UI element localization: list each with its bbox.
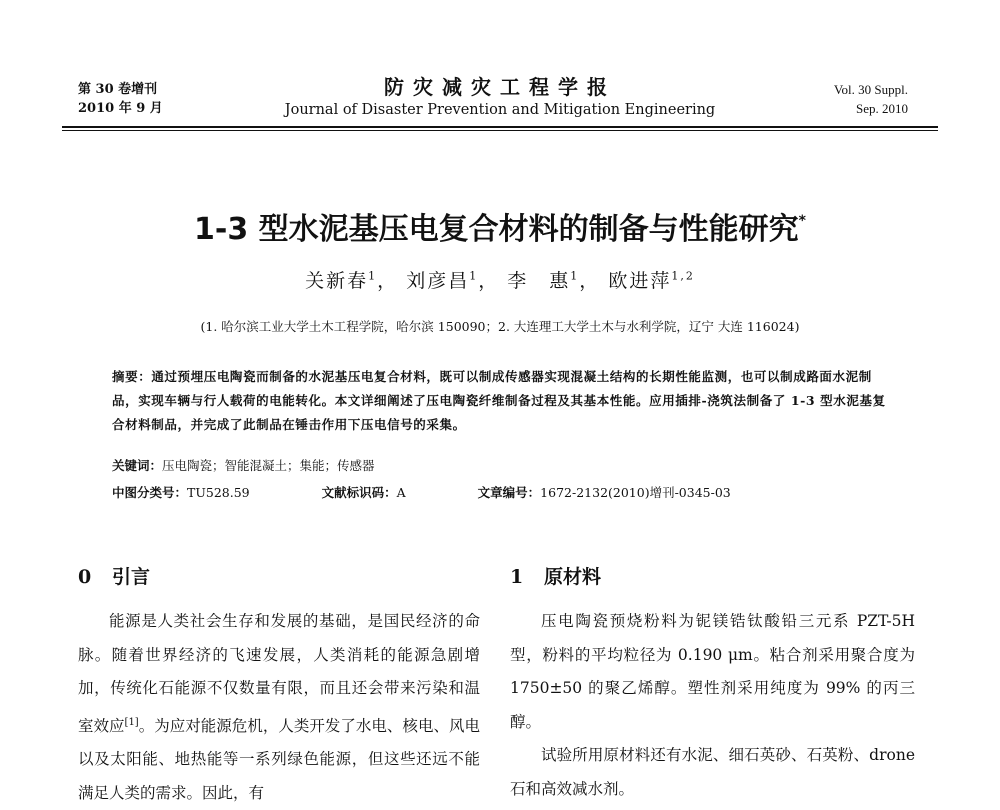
doccode-label: 文献标识码：: [321, 485, 397, 500]
paper-title-text: 1-3 型水泥基压电复合材料的制备与性能研究: [194, 212, 799, 247]
abstract-text: 通过预埋压电陶瓷而制备的水泥基压电复合材料，既可以制成传感器实现混凝土结构的长期性能监测，也可以制成路面水泥制品，实现车辆与行人载荷的电能转化。本文详细阐述了压电陶瓷纤维制备过程及其基本性能。应用插排-浇筑法制备了 1-3 型水泥基复合材料制品，并完成了此制品在锤击作用下压电信号的采集。: [112, 369, 886, 432]
article-no-value: 1672-2132(2010)增刊-0345-03: [540, 485, 731, 500]
affiliations: (1. 哈尔滨工业大学土木工程学院，哈尔滨 150090；2. 大连理工大学土木与水利学院，辽宁 大连 116024): [200, 319, 800, 334]
classification-line: [112, 483, 892, 501]
section-heading-materials: [510, 562, 601, 589]
section-title: 引言: [112, 566, 151, 588]
author-affiliation-mark: 1,2: [671, 269, 695, 283]
header-volume-cn: 第 30 卷增刊: [78, 82, 158, 97]
author-affiliation-mark: 1: [368, 269, 378, 283]
journal-title-cn: 防灾减灾工程学报: [384, 75, 616, 99]
header-date-cn: 2010 年 9 月: [78, 101, 163, 116]
intro-text-a: 能源是人类社会生存和发展的基础，是国民经济的命脉。随着世界经济的飞速发展，人类消耗的能源急剧增加，传统化石能源不仅数量有限，而且还会带来污染和温室效应: [78, 612, 480, 735]
section-number: 0: [78, 566, 92, 588]
author-list: 关新春$^1$， 刘彦昌$^1$， 李 惠$^1$， 欧进萍$^{1,2}$: [305, 269, 695, 292]
abstract-label: 摘要：: [112, 369, 152, 384]
keywords-text: 压电陶瓷；智能混凝土；集能；传感器: [162, 458, 375, 473]
header-volume-block: [78, 80, 163, 118]
author-affiliation-mark: 1: [469, 269, 479, 283]
intro-paragraph: [78, 605, 480, 810]
paper-title: [0, 204, 1000, 248]
header-volume-en-block: [834, 80, 908, 118]
title-footnote-mark: *: [798, 213, 806, 229]
header-rule-thick: [62, 126, 938, 128]
section-title: 原材料: [544, 566, 602, 588]
journal-title-en: Journal of Disaster Prevention and Mitigation Engineering: [284, 102, 716, 118]
keywords-label: 关键词：: [112, 458, 163, 473]
section-heading-intro: [78, 562, 150, 589]
keywords: [112, 456, 375, 474]
author-name: 刘彦昌: [406, 270, 470, 292]
clc-label: 中图分类号：: [112, 485, 188, 500]
citation: [1]: [124, 716, 139, 728]
abstract: [112, 365, 888, 437]
header-date-en: Sep. 2010: [856, 101, 908, 116]
intro-column: [78, 605, 480, 810]
author-name: 欧进萍: [608, 270, 672, 292]
materials-column: [510, 605, 915, 806]
header-journal-block: [250, 74, 750, 120]
doccode-value: A: [396, 485, 406, 500]
intro-text-b: 。为应对能源危机，人类开发了水电、核电、风电以及太阳能、地热能等一系列绿色能源，但这些还远不能满足人类的需求。因此，有: [78, 716, 480, 802]
author-affiliation-mark: 1: [570, 269, 580, 283]
materials-paragraph: 压电陶瓷预烧粉料为铌镁锆钛酸铅三元系 PZT-5H 型，粉料的平均粒径为 0.190 μm。粘合剂采用聚合度为 1750±50 的聚乙烯醇。塑性剂采用纯度为 99% 的丙三醇。: [510, 612, 915, 731]
section-number: 1: [510, 566, 524, 588]
materials-paragraph: 试验所用原材料还有水泥、细石英砂、石英粉、drone石和高效减水剂。: [510, 746, 915, 798]
article-no-label: 文章编号：: [477, 485, 541, 500]
clc-value: TU528.59: [187, 485, 250, 500]
header-volume-en: Vol. 30 Suppl.: [833, 82, 908, 97]
author-name: 李 惠: [507, 270, 571, 292]
header-rule-thin: [62, 130, 938, 131]
author-name: 关新春: [305, 270, 369, 292]
